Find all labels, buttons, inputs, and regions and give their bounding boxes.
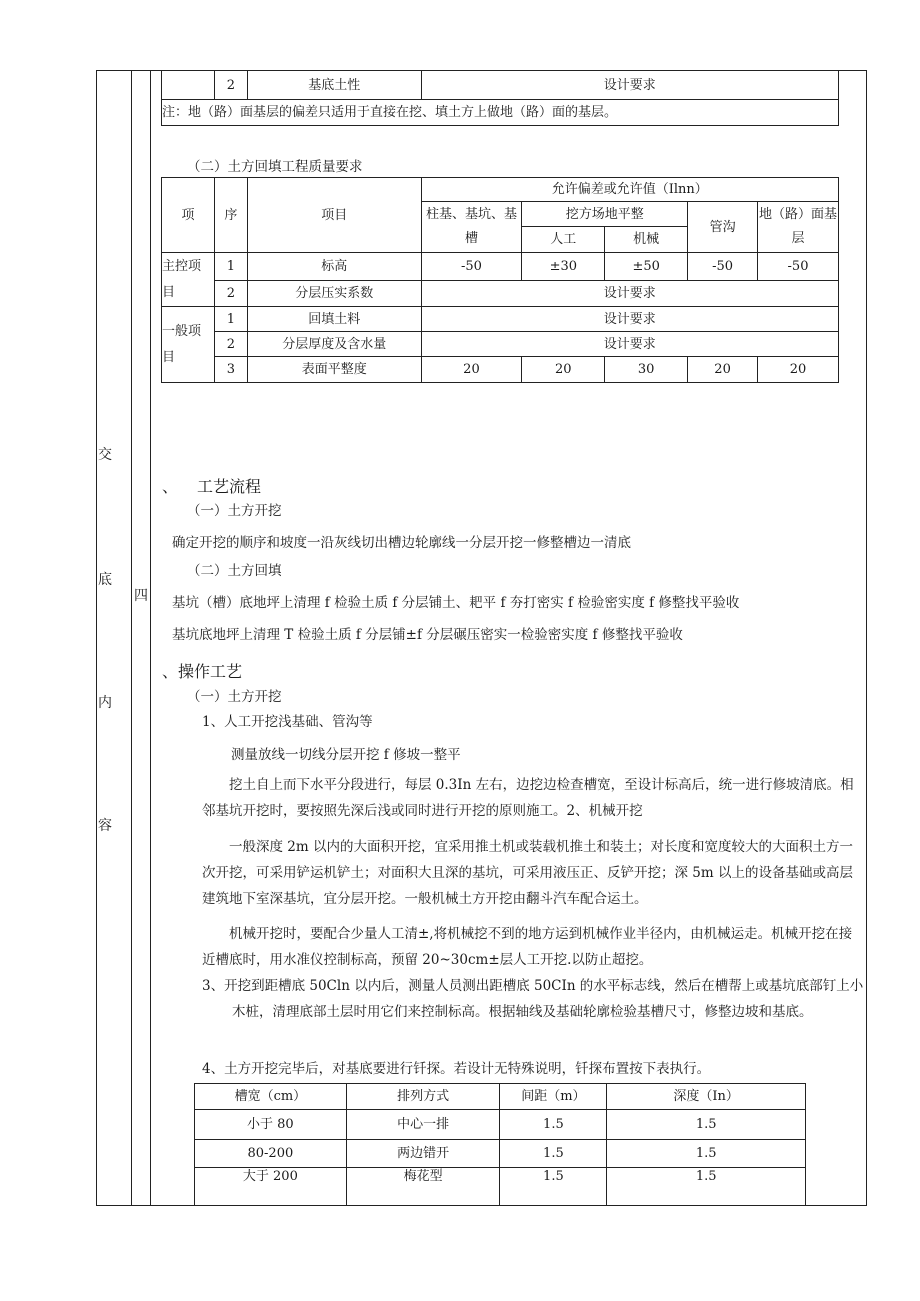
- r5-name: 表面平整度: [247, 357, 421, 383]
- row-value: 设计要求: [421, 71, 838, 100]
- frame-divider-2: [150, 70, 151, 1206]
- probe-row-2-width: 80-200: [195, 1140, 347, 1168]
- r2-seq: 2: [214, 281, 247, 307]
- row-number: 2: [214, 71, 247, 100]
- header-item: 项: [162, 178, 215, 253]
- r3-value: 设计要求: [421, 307, 838, 332]
- probe-header-arrangement: 排列方式: [346, 1084, 500, 1110]
- row-item: 基底土性: [247, 71, 421, 100]
- process-flow-backfill-1: 基坑（槽）底地坪上清理 f 检验土质 f 分层铺土、耙平 f 夯打密实 f 检验密实度 f 修整找平验收: [172, 595, 740, 611]
- r1-v3: ±50: [605, 253, 688, 281]
- process-heading: 工艺流程: [197, 477, 262, 496]
- operation-heading: 、操作工艺: [162, 662, 243, 681]
- r5-seq: 3: [214, 357, 247, 383]
- side-label-jiao: 交: [98, 447, 112, 463]
- probe-row-3-arrangement: 梅花型: [346, 1168, 500, 1206]
- operation-paragraph-1: 挖土自上而下水平分段进行，每层 0.3In 左右，边挖边检查槽宽，至设计标高后，统一进行修坡清底。相邻基坑开挖时，要按照先深后浅或同时进行开挖的原则施工。2、机械开挖: [202, 777, 854, 819]
- r2-value: 设计要求: [421, 281, 838, 307]
- header-project: 项目: [247, 178, 421, 253]
- probe-table: [194, 1083, 806, 1206]
- r1-name: 标高: [247, 253, 421, 281]
- probe-row-3-width: 大于 200: [195, 1168, 347, 1206]
- main-control-label: 主控项目: [162, 253, 215, 307]
- r5-v4: 20: [688, 357, 758, 383]
- side-label-rong: 容: [98, 818, 112, 834]
- probe-row-2-depth: 1.5: [607, 1140, 806, 1168]
- frame-left-border: [96, 70, 97, 1206]
- frame-right-border: [866, 70, 867, 1206]
- operation-item-4: 4、土方开挖完毕后，对基底要进行钎探。若设计无特殊说明，钎探布置按下表执行。: [202, 1061, 711, 1077]
- operation-line-1: 测量放线一切线分层开挖 f 修坡一整平: [231, 747, 461, 763]
- r3-seq: 1: [214, 307, 247, 332]
- process-heading-mark: 、: [162, 477, 179, 496]
- probe-row-3-spacing: 1.5: [500, 1168, 607, 1206]
- operation-paragraph-3: 机械开挖时，要配合少量人工清±,将机械挖不到的地方运到机械作业半径内，由机械运走。机械开挖在接近槽底时，用水准仪控制标高，预留 20~30cm±层人工开挖.以防止超挖。: [202, 926, 853, 968]
- header-manual: 人工: [522, 227, 605, 253]
- operation-item-1: 1、人工开挖浅基础、管沟等: [202, 714, 373, 730]
- header-ground-base: 地（路）面基层: [758, 202, 839, 253]
- r5-v3: 30: [605, 357, 688, 383]
- fill-section-title: （二）土方回填工程质量要求: [187, 159, 363, 175]
- header-seq: 序: [214, 178, 247, 253]
- header-site-leveling: 挖方场地平整: [522, 202, 688, 227]
- r1-seq: 1: [214, 253, 247, 281]
- header-machine: 机械: [605, 227, 688, 253]
- section-number: 四: [134, 588, 148, 604]
- r4-seq: 2: [214, 332, 247, 357]
- header-allowance: 允许偏差或允许值（Ilnn）: [421, 178, 838, 202]
- r5-v5: 20: [758, 357, 839, 383]
- header-pipe-trench: 管沟: [688, 202, 758, 253]
- process-sub-excavation: （一）土方开挖: [187, 503, 282, 519]
- r1-v2: ±30: [522, 253, 605, 281]
- table-note: 注：地（路）面基层的偏差只适用于直接在挖、填土方上做地（路）面的基层。: [162, 100, 839, 126]
- probe-row-1-depth: 1.5: [607, 1110, 806, 1140]
- r5-v2: 20: [522, 357, 605, 383]
- operation-item-3: 3、开挖到距槽底 50Cln 以内后，测量人员测出距槽底 50CIn 的水平标志线，然后在槽帮上或基坑底部钉上小木桩，清理底部土层时用它们来控制标高。根据轴线及基础轮廓检验基槽尺寸，修整边坡和基底。: [202, 978, 864, 1020]
- cell-empty: [162, 71, 215, 100]
- probe-row-1-width: 小于 80: [195, 1110, 347, 1140]
- probe-row-1-arrangement: 中心一排: [346, 1110, 500, 1140]
- probe-header-width: 槽宽（cm）: [195, 1084, 347, 1110]
- frame-divider-1: [131, 70, 132, 1206]
- r4-name: 分层厚度及含水量: [247, 332, 421, 357]
- probe-row-3-depth: 1.5: [607, 1168, 806, 1206]
- side-label-di: 底: [98, 572, 112, 588]
- probe-row-2-spacing: 1.5: [500, 1140, 607, 1168]
- r5-v1: 20: [421, 357, 522, 383]
- fill-quality-table: [161, 177, 839, 383]
- top-table: [161, 70, 839, 126]
- r2-name: 分层压实系数: [247, 281, 421, 307]
- r3-name: 回填土料: [247, 307, 421, 332]
- probe-row-1-spacing: 1.5: [500, 1110, 607, 1140]
- process-sub-backfill: （二）土方回填: [187, 563, 282, 579]
- process-flow-backfill-2: 基坑底地坪上清理 T 检验土质 f 分层铺±f 分层碾压密实一检验密实度 f 修整找平验收: [172, 627, 683, 643]
- operation-sub-excavation: （一）土方开挖: [187, 689, 282, 705]
- probe-row-2-arrangement: 两边错开: [346, 1140, 500, 1168]
- probe-header-depth: 深度（In）: [607, 1084, 806, 1110]
- r1-v4: -50: [688, 253, 758, 281]
- r1-v1: -50: [421, 253, 522, 281]
- operation-paragraph-2: 一般深度 2m 以内的大面积开挖，宜采用推土机或装载机推土和装土；对长度和宽度较大的大面积土方一次开挖，可采用铲运机铲土；对面积大且深的基坑，可采用液压正、反铲开挖；深 5m 以上的设备基础或高层建筑地下室深基坑，宜分层开挖。一般机械土方开挖由翻斗汽车配合运土。: [202, 839, 853, 907]
- process-flow-excavation: 确定开挖的顺序和坡度一沿灰线切出槽边轮廓线一分层开挖一修整槽边一清底: [172, 535, 631, 551]
- header-column-pit: 柱基、基坑、基槽: [421, 202, 522, 253]
- side-label-nei: 内: [98, 695, 112, 711]
- probe-header-spacing: 间距（m）: [500, 1084, 607, 1110]
- r4-value: 设计要求: [421, 332, 838, 357]
- r1-v5: -50: [758, 253, 839, 281]
- general-items-label: 一般项目: [162, 307, 215, 383]
